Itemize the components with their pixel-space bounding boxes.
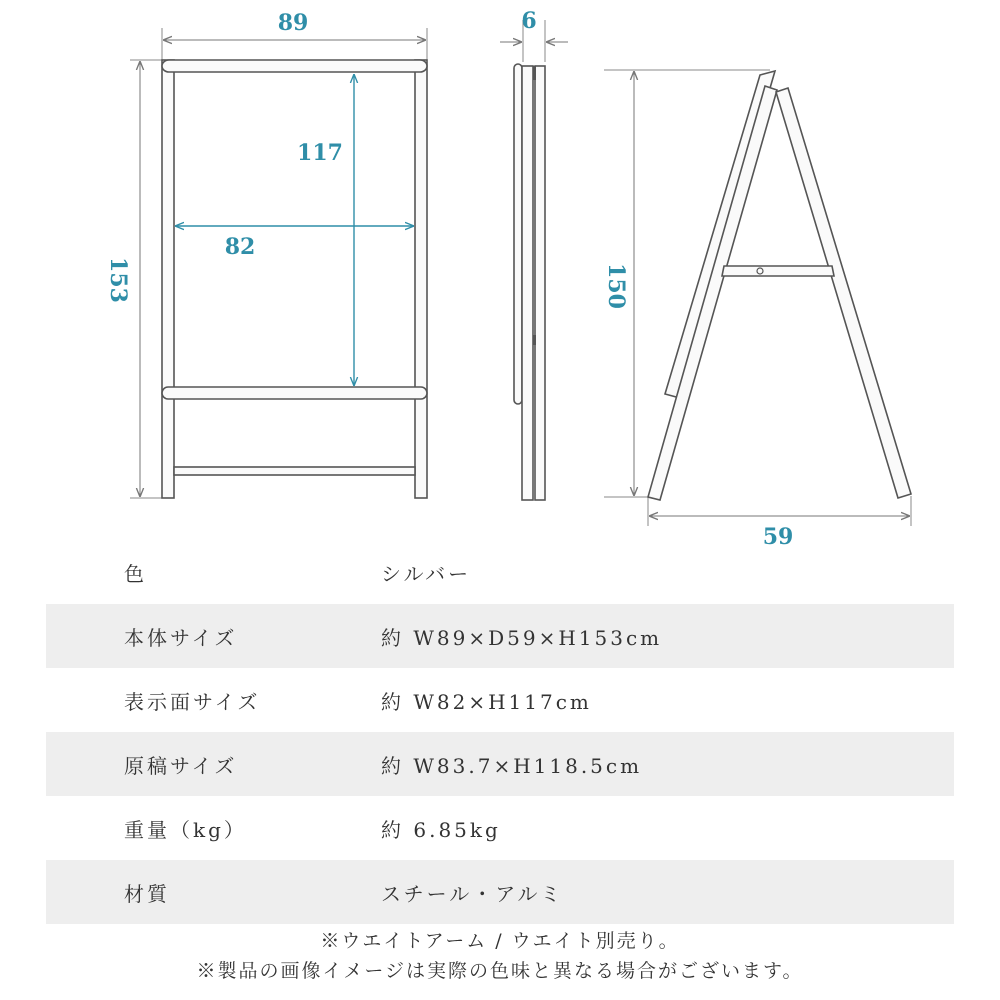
spec-table [46, 540, 954, 924]
note-weight-sold-separately: ※ウエイトアーム / ウエイト別売り。 [320, 930, 680, 952]
stand-back-leg [776, 88, 911, 498]
side-post-back [535, 66, 545, 500]
spec-value: 約 W82×H117cm [381, 689, 592, 714]
spec-row-display-size [46, 668, 954, 732]
front-top-rail [162, 60, 427, 72]
stand-height-label: 150 [603, 263, 629, 309]
side-post-front [522, 66, 533, 500]
open-stand-view [603, 70, 911, 545]
front-width-label: 89 [277, 10, 309, 36]
spec-row-body-size [46, 604, 954, 668]
stand-brace [722, 266, 834, 276]
side-depth-label: 6 [521, 8, 537, 34]
notes [0, 926, 1000, 986]
stand-depth-label: 59 [762, 524, 794, 545]
front-view [105, 10, 427, 498]
spec-value: スチール・アルミ [381, 881, 564, 906]
spec-label: 原稿サイズ [124, 753, 238, 778]
front-left-post [162, 60, 174, 498]
stand-front-leg [648, 86, 777, 500]
spec-value: 約 W83.7×H118.5cm [381, 753, 643, 778]
note-color-disclaimer: ※製品の画像イメージは実際の色味と異なる場合がございます。 [196, 960, 804, 982]
display-height-label: 117 [297, 140, 343, 166]
front-height-label: 153 [105, 257, 131, 303]
front-bottom-rail [162, 387, 427, 399]
spec-row-color [46, 540, 954, 604]
spec-value: 約 6.85kg [381, 817, 501, 842]
side-view [500, 8, 568, 500]
spec-row-material [46, 860, 954, 924]
spec-label: 重量（kg） [124, 817, 247, 842]
spec-label: 色 [124, 561, 147, 586]
display-width-label: 82 [224, 234, 256, 260]
spec-row-weight [46, 796, 954, 860]
side-panel-front [514, 64, 522, 404]
spec-value: シルバー [381, 561, 472, 586]
spec-label: 材質 [124, 881, 170, 906]
side-hinge [533, 66, 536, 80]
spec-row-original-size [46, 732, 954, 796]
stand-brace-hinge [757, 268, 763, 274]
spec-label: 本体サイズ [124, 625, 238, 650]
front-leg-crossbar [174, 467, 415, 475]
spec-label: 表示面サイズ [124, 689, 261, 714]
front-right-post [415, 60, 427, 498]
spec-value: 約 W89×D59×H153cm [381, 625, 663, 650]
side-lower-joint [533, 335, 536, 345]
